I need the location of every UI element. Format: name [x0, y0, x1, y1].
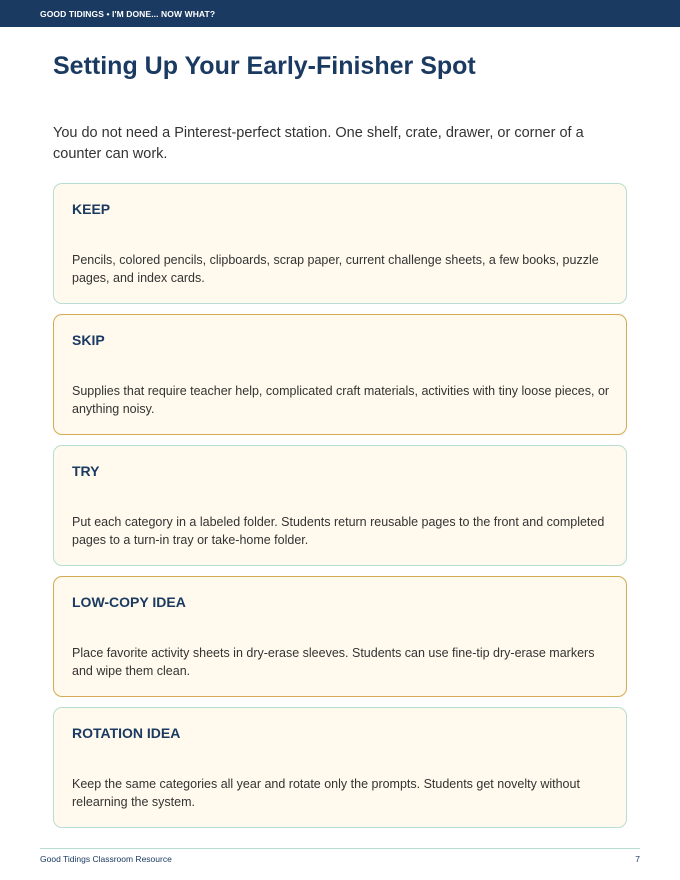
card-title: LOW-COPY IDEA [72, 594, 186, 610]
page-number: 7 [635, 854, 640, 864]
intro-paragraph: You do not need a Pinterest-perfect station. One shelf, crate, drawer, or corner of a counter can work. [53, 125, 584, 162]
footer-divider [40, 848, 640, 849]
header-text: GOOD TIDINGS • I'M DONE... NOW WHAT? [40, 9, 216, 19]
card-title: KEEP [72, 201, 111, 217]
card-try [53, 445, 627, 566]
card-title: TRY [72, 463, 100, 479]
card-title: SKIP [72, 332, 105, 348]
page-title: Setting Up Your Early-Finisher Spot [53, 52, 476, 80]
card-body: Place favorite activity sheets in dry-erase sleeves. Students can use fine-tip dry-erase markers and wipe them clean. [72, 646, 595, 678]
card-low-copy-idea [53, 576, 627, 697]
card-body: Keep the same categories all year and rotate only the prompts. Students get novelty without relearning the system. [72, 777, 580, 809]
header-bar [0, 0, 680, 27]
card-body: Put each category in a labeled folder. Students return reusable pages to the front and completed pages to a turn-in tray or take-home folder. [72, 515, 605, 547]
card-keep [53, 183, 627, 304]
card-rotation-idea [53, 707, 627, 828]
card-skip [53, 314, 627, 435]
card-body: Pencils, colored pencils, clipboards, scrap paper, current challenge sheets, a few books, puzzle pages, and index cards. [72, 253, 599, 285]
card-body: Supplies that require teacher help, complicated craft materials, activities with tiny loose pieces, or anything noisy. [72, 384, 610, 416]
card-title: ROTATION IDEA [72, 725, 181, 741]
footer-source: Good Tidings Classroom Resource [40, 854, 172, 864]
